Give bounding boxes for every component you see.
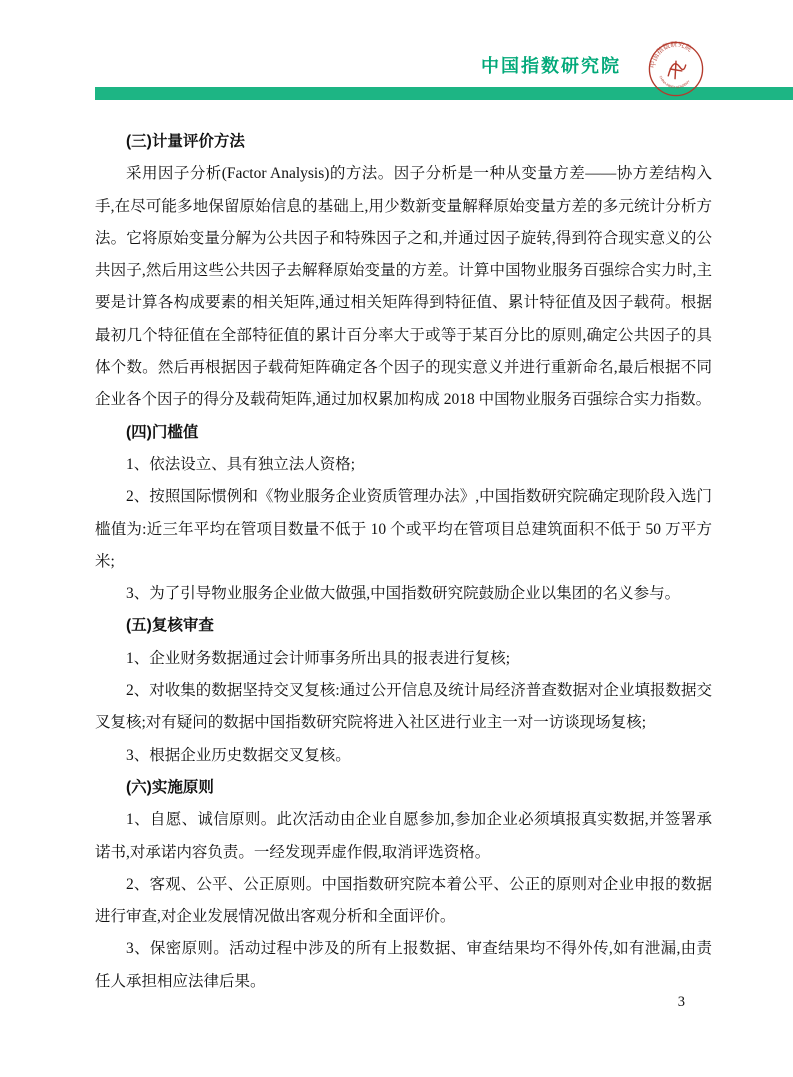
list-item-principle-2: 2、客观、公平、公正原则。中国指数研究院本着公平、公正的原则对企业申报的数据进行审查,对企业发展情况做出客观分析和全面评价。 [95, 875, 712, 926]
list-item-review-2: 2、对收集的数据坚持交叉复核:通过公开信息及统计局经济普查数据对企业填报数据交叉复核;对有疑问的数据中国指数研究院将进入社区进行业主一对一访谈现场复核; [95, 682, 712, 732]
list-item-threshold-1: 1、依法设立、具有独立法人资格; [126, 455, 356, 473]
svg-text:中国指数研究院 [648, 40, 694, 69]
document-body [95, 126, 712, 998]
seal-ring-text: 中国指数研究院 [649, 41, 693, 69]
section-heading-threshold: (四)门槛值 [126, 423, 199, 441]
brand-title: 中国指数研究院 [481, 56, 621, 76]
academy-seal-icon [647, 40, 705, 98]
section-heading-measurement-method: (三)计量评价方法 [126, 133, 245, 150]
paragraph-factor-analysis: 采用因子分析(Factor Analysis)的方法。因子分析是一种从变量方差——协方差结构入手,在尽可能多地保留原始信息的基础上,用少数新变量解释原始变量方差的多元统计分析方法。它将原始变量分解为公共因子和特殊因子之和,并通过因子旋转,得到符合现实意义的公共因子,然后用这些公共因子去解释原始变量的方差。计算中国物业服务百强综合实力时,主要是计算各构成要素的相关矩阵,通过相关矩阵得到特征值、累计特征值及因子载荷。根据最初几个特征值在全部特征值的累计百分率大于或等于某百分比的原则,确定公共因子的具体个数。然后再根据因子载荷矩阵确定各个因子的现实意义并进行重新命名,最后根据不同企业各个因子的得分及载荷矩阵,通过加权累加构成 2018 中国物业服务百强综合实力指数。 [95, 165, 712, 409]
list-item-principle-3: 3、保密原则。活动过程中涉及的所有上报数据、审查结果均不得外传,如有泄漏,由责任人承担相应法律后果。 [95, 940, 712, 990]
seal-subtext: CHINA INDEX ACADEMY [658, 75, 691, 90]
list-item-threshold-3: 3、为了引导物业服务企业做大做强,中国指数研究院鼓励企业以集团的名义参与。 [126, 585, 681, 603]
list-item-threshold-2: 2、按照国际惯例和《物业服务企业资质管理办法》,中国指数研究院确定现阶段入选门槛值为:近三年平均在管项目数量不低于 10 个或平均在管项目总建筑面积不低于 50 万平方米; [95, 488, 712, 570]
list-item-review-1: 1、企业财务数据通过会计师事务所出具的报表进行复核; [126, 649, 511, 667]
section-heading-principles: (六)实施原则 [126, 778, 214, 796]
page-number: 3 [677, 994, 685, 1010]
seal-center-mark [668, 61, 685, 78]
list-item-principle-1: 1、自愿、诚信原则。此次活动由企业自愿参加,参加企业必须填报真实数据,并签署承诺书,对承诺内容负责。一经发现弄虚作假,取消评选资格。 [95, 811, 712, 861]
list-item-review-3: 3、根据企业历史数据交叉复核。 [126, 746, 351, 764]
section-heading-review: (五)复核审查 [126, 617, 214, 635]
